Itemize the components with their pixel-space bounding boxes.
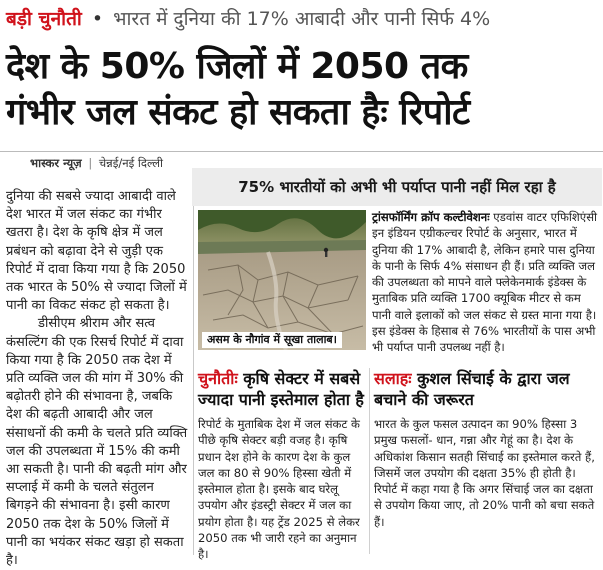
left-paragraph-1: दुनिया की सबसे ज्यादा आबादी वाले देश भारत में जल संकट का गंभीर खतरा है। देश के कृषि क्षेत्र में जल प्रबंधन को बढ़ावा देने से जुड़ी एक रिपोर्ट में दावा किया गया है कि 2050 तक भारत के 50% से ज्यादा जिलों में पानी का विकट संकट हो सकता है।: [6, 189, 187, 314]
challenge-box: [198, 368, 366, 563]
kicker: [6, 4, 598, 34]
challenge-body: रिपोर्ट के मुताबिक देश में जल संकट के पीछे कृषि सेक्टर बड़ी वजह है। कृषि प्रधान देश होने के कारण देश के कुल जल का 80 से 90% हिस्सा खेती में इस्तेमाल होता है। इसके बाद घरेलू उपयोग और इंडस्ट्री सेक्टर में जल का प्रयोग होता है। यह ट्रेंड 2025 से लेकर 2050 तक भी जारी रहने का अनुमान है।: [198, 417, 360, 562]
box-divider: [369, 368, 370, 554]
dry-pond-photo: [198, 210, 366, 350]
advice-box: [374, 368, 598, 530]
top-rule: [0, 151, 603, 152]
advice-tag: सलाहः: [374, 369, 412, 388]
advice-heading: [374, 368, 598, 410]
headline-line-2: गंभीर जल संकट हो सकता हैः रिपोर्ट: [6, 92, 470, 133]
subhead: 75% भारतीयों को अभी भी पर्याप्त पानी नहीं मिल रहा है: [192, 168, 602, 206]
byline-location: चेन्नई/नई दिल्ली: [98, 156, 163, 170]
headline: [6, 44, 598, 136]
main-paragraph: [372, 209, 598, 356]
kicker-label: बड़ी चुनौती: [6, 8, 82, 30]
left-column: [6, 188, 189, 570]
headline-line-1: देश के 50% जिलों में 2050 तक: [6, 46, 468, 87]
main-paragraph-text: एडवांस वाटर एफिशिएंसी इन इंडियन एग्रीकल्चर रिपोर्ट के अनुसार, भारत में दुनिया की 17% आबादी है, लेकिन हमारे पास दुनिया के पानी के सिर्फ 4% संसाधन ही हैं। प्रति व्यक्ति जल की उपलब्धता को मापने वाले फ्लेकेनमार्क इंडेक्स के मुताबिक प्रति व्यक्ति 1700 क्यूबिक मीटर से कम पानी वाले इलाकों को जल संकट से ग्रस्त माना गया है। इस इंडेक्स के हिसाब से 76% भारतीयों के पास अभी भी पर्याप्त पानी उपलब्ध नहीं है।: [372, 210, 598, 355]
main-paragraph-lead: ट्रांसफॉर्मिंग क्रॉप कल्टीवेशनः: [372, 210, 490, 224]
photo-caption: असम के नौगांव में सूखा तालाब।: [202, 332, 342, 348]
kicker-text: भारत में दुनिया की 17% आबादी और पानी सिर्फ 4%: [113, 8, 491, 30]
column-divider: [193, 170, 194, 555]
challenge-heading: [198, 368, 366, 410]
challenge-title: कृषि सेक्टर में सबसे ज्यादा पानी इस्तेमाल होता है: [198, 369, 364, 409]
advice-body: भारत के कुल फसल उत्पादन का 90% हिस्सा 3 प्रमुख फसलों- धान, गन्ना और गेहूं का है। देश के अधिकांश किसान सतही सिंचाई का इस्तेमाल करते हैं, जिसमें जल उपयोग की दक्षता 35% ही होती है। रिपोर्ट में कहा गया है कि अगर सिंचाई जल का दक्षता से उपयोग किया जाए, तो 20% पानी को बचा सकते हैं।: [374, 417, 595, 529]
byline-source: भास्कर न्यूज़: [30, 156, 82, 170]
challenge-tag: चुनौतीः: [198, 369, 238, 388]
kicker-bullet: •: [91, 8, 104, 30]
left-paragraph-2: डीसीएम श्रीराम और सत्व कंसल्टिंग की एक रिसर्च रिपोर्ट में दावा किया गया है कि 2050 तक देश में प्रति व्यक्ति जल की मांग में 30% की बढ़ोतरी होने की संभावना है, जबकि देश की बढ़ती आबादी और जल संसाधनों की कमी के चलते प्रति व्यक्ति जल की उपलब्धता में 15% की कमी आ सकती है। पानी की बढ़ती मांग और सप्लाई में कमी के चलते संतुलन बिगड़ने की संभावना है। इसी कारण 2050 तक देश के 50% जिलों में पानी का भयंकर संकट खड़ा हो सकता है।: [6, 316, 188, 569]
byline-separator: |: [88, 156, 93, 170]
byline: [30, 156, 163, 171]
advice-title: कुशल सिंचाई के द्वारा जल बचाने की जरूरत: [374, 369, 570, 409]
